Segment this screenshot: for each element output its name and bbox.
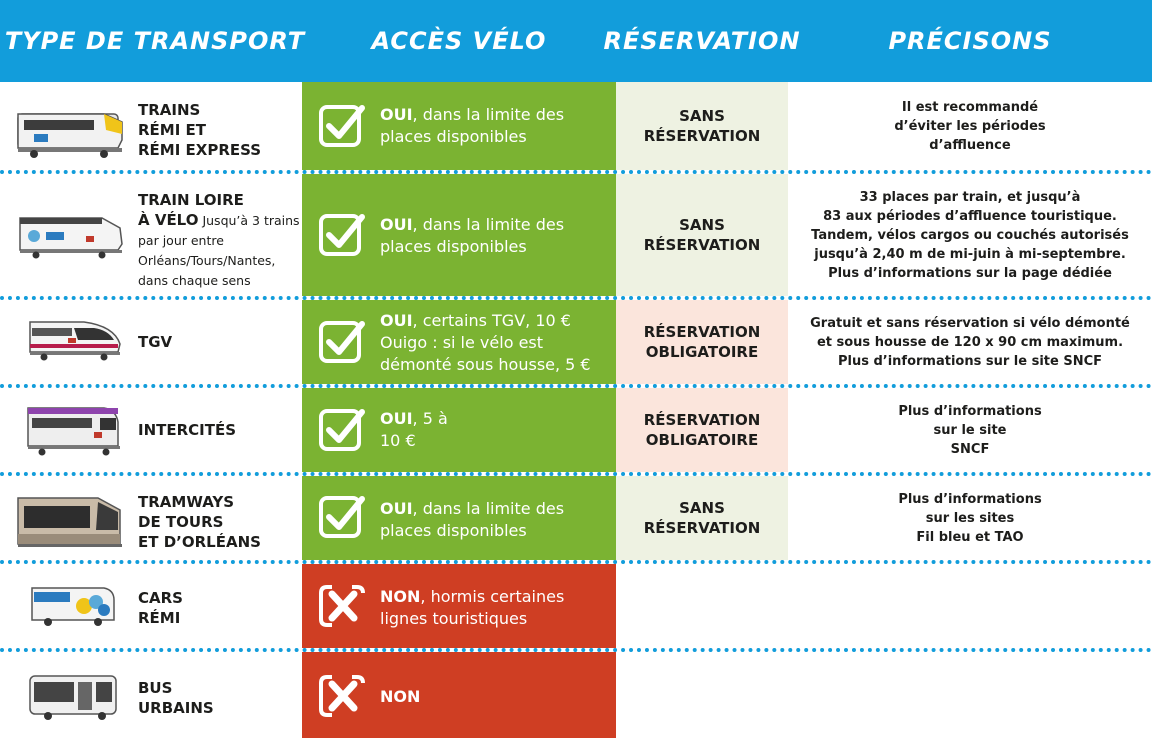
tramway-icon xyxy=(14,488,126,550)
precision-line: 33 places par train, et jusqu’à xyxy=(859,189,1081,205)
regional-train-icon xyxy=(14,100,126,160)
precisions-cell xyxy=(788,388,1152,472)
reservation-line: RÉSERVATION xyxy=(643,127,761,145)
access-text: OUI, dans la limite des places disponibles xyxy=(380,215,565,256)
transport-name: INTERCITÉS xyxy=(138,421,237,439)
precision-line: Tandem, vélos cargos ou couchés autorisés xyxy=(811,227,1129,243)
table-row xyxy=(0,476,1152,560)
precision-line: 83 aux périodes d’affluence touristique. xyxy=(823,208,1117,224)
access-text: OUI, 5 à 10 € xyxy=(380,409,448,450)
header-transport-type: TYPE DE TRANSPORT xyxy=(4,27,306,55)
coach-bus-icon xyxy=(14,584,126,630)
precision-line: et sous housse de 120 x 90 cm maximum. xyxy=(816,334,1124,350)
reservation-cell xyxy=(616,82,788,170)
table-row xyxy=(0,300,1152,384)
header-precisions: PRÉCISONS xyxy=(888,27,1052,55)
transport-name: TRAINS RÉMI ET RÉMI EXPRESS xyxy=(138,101,262,159)
precision-line: Plus d’informations sur la page dédiée xyxy=(828,265,1112,281)
access-text: OUI, certains TGV, 10 € Ouigo : si le vélo est démonté sous housse, 5 € xyxy=(380,311,591,374)
reservation-line: OBLIGATOIRE xyxy=(645,431,759,449)
check-icon xyxy=(318,318,366,366)
access-text: NON, hormis certaines lignes touristiques xyxy=(380,587,565,628)
reservation-line: SANS xyxy=(679,107,725,125)
precision-line: Gratuit et sans réservation si vélo démonté xyxy=(810,315,1130,331)
precisions-cell xyxy=(788,476,1152,560)
transport-name: TGV xyxy=(138,333,173,351)
reservation-line: RÉSERVATION xyxy=(643,519,761,537)
transport-name: TRAMWAYS DE TOURS ET D’ORLÉANS xyxy=(138,493,261,551)
reservation-line: SANS xyxy=(679,216,725,234)
reservation-line: SANS xyxy=(679,499,725,517)
precision-line: sur les sites xyxy=(925,510,1015,526)
reservation-cell xyxy=(616,174,788,296)
access-text: OUI, dans la limite des places disponibles xyxy=(380,499,565,540)
transport-name: TRAIN LOIRE À VÉLO Jusqu’à 3 trains par jour entre Orléans/Tours/Nantes, dans chaque sens xyxy=(138,191,300,288)
check-icon xyxy=(318,493,366,541)
reservation-cell xyxy=(616,300,788,384)
precision-line: d’affluence xyxy=(929,137,1011,153)
precisions-cell xyxy=(788,300,1152,384)
reservation-cell xyxy=(616,388,788,472)
precision-line: SNCF xyxy=(950,441,990,457)
precisions-cell xyxy=(788,82,1152,170)
check-icon xyxy=(318,406,366,454)
cross-icon xyxy=(318,582,366,630)
table-row xyxy=(0,174,1152,296)
reservation-cell xyxy=(616,476,788,560)
precision-line: d’éviter les périodes xyxy=(894,118,1046,134)
check-icon xyxy=(318,211,366,259)
precision-line: Fil bleu et TAO xyxy=(916,529,1024,545)
reservation-line: OBLIGATOIRE xyxy=(645,343,759,361)
reservation-line: RÉSERVATION xyxy=(643,411,761,429)
table-header xyxy=(0,0,1152,82)
precision-line: jusqu’à 2,40 m de mi-juin à mi-septembre. xyxy=(814,246,1126,262)
reservation-line: RÉSERVATION xyxy=(643,236,761,254)
header-bike-access: ACCÈS VÉLO xyxy=(371,27,547,55)
table-row xyxy=(0,82,1152,170)
tgv-train-icon xyxy=(14,314,126,364)
table-row xyxy=(0,652,1152,738)
access-text: OUI, dans la limite des places disponibles xyxy=(380,105,565,146)
cross-icon xyxy=(318,672,366,720)
access-text: NON xyxy=(380,687,421,706)
precision-line: sur le site xyxy=(933,422,1007,438)
transport-name: CARS RÉMI xyxy=(138,589,183,627)
precisions-cell xyxy=(788,174,1152,296)
transport-name: BUS URBAINS xyxy=(138,679,214,717)
reservation-line: RÉSERVATION xyxy=(643,323,761,341)
precision-line: Plus d’informations sur le site SNCF xyxy=(837,353,1103,369)
check-icon xyxy=(318,102,366,150)
intercites-train-icon xyxy=(14,402,126,458)
table-row xyxy=(0,388,1152,472)
table-row xyxy=(0,564,1152,648)
precision-line: Il est recommandé xyxy=(901,99,1039,115)
precision-line: Plus d’informations xyxy=(898,491,1042,507)
loire-a-velo-train-icon xyxy=(14,210,126,260)
precision-line: Plus d’informations xyxy=(898,403,1042,419)
city-bus-icon xyxy=(14,672,126,722)
header-reservation: RÉSERVATION xyxy=(603,27,801,55)
